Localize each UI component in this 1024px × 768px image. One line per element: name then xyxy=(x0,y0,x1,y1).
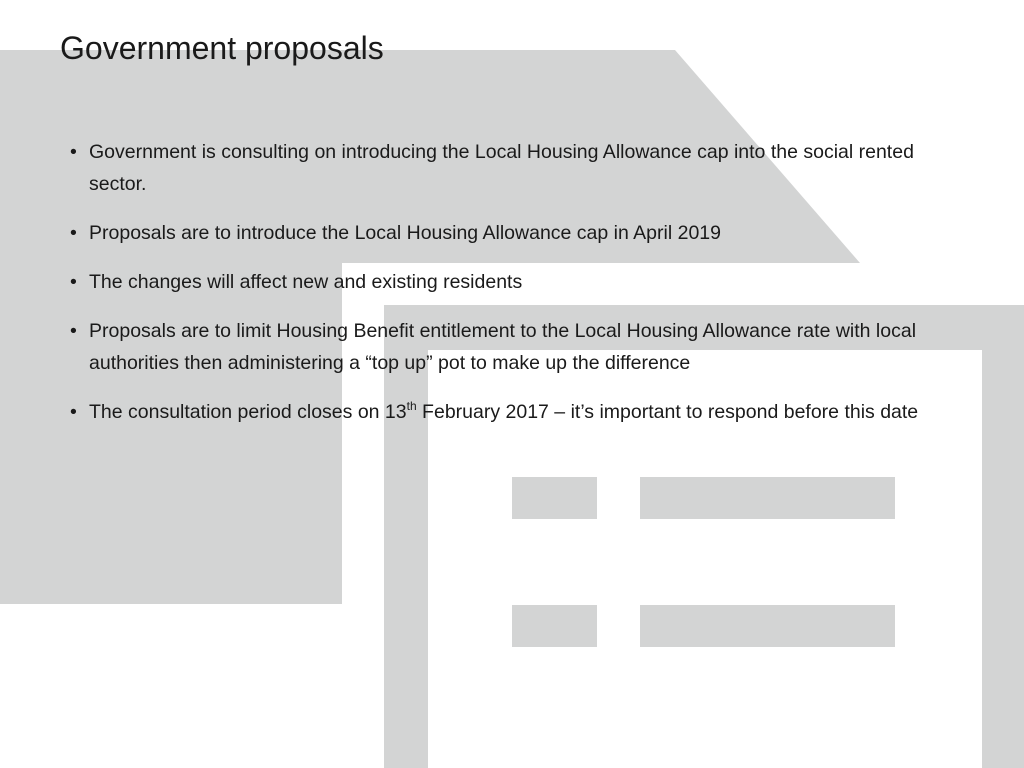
bullet-item-consulting xyxy=(70,136,950,200)
bullet-item-april-2019 xyxy=(70,217,950,249)
slide-title: Government proposals xyxy=(60,30,384,66)
bullet-marker: • xyxy=(70,141,77,163)
bullet-marker: • xyxy=(70,271,77,293)
bullet-item-consultation-deadline xyxy=(70,396,950,428)
bullet-list xyxy=(70,136,950,445)
bullet-marker: • xyxy=(70,320,77,342)
bullet-marker: • xyxy=(70,401,77,423)
bullet-text: Government is consulting on introducing the Local Housing Allowance cap into the social rented sector. xyxy=(89,141,914,195)
bullet-text-end: February 2017 – it’s important to respond before this date xyxy=(416,401,919,423)
bullet-text: The changes will affect new and existing residents xyxy=(89,271,523,293)
date-ordinal-superscript: th xyxy=(406,399,417,413)
bullet-text: Proposals are to introduce the Local Housing Allowance cap in April 2019 xyxy=(89,222,721,244)
bg-list-marker-block-2 xyxy=(512,605,597,647)
bg-list-line-block-1 xyxy=(640,477,895,519)
bg-list-line-block-2 xyxy=(640,605,895,647)
bullet-marker: • xyxy=(70,222,77,244)
bullet-item-residents xyxy=(70,266,950,298)
bg-list-marker-block-1 xyxy=(512,477,597,519)
bullet-item-housing-benefit xyxy=(70,315,950,379)
bullet-text: Proposals are to limit Housing Benefit entitlement to the Local Housing Allowance rate with local authorities then administering a “top up” pot to make up the difference xyxy=(89,320,917,374)
bullet-text-start: The consultation period closes on 13 xyxy=(89,401,407,423)
